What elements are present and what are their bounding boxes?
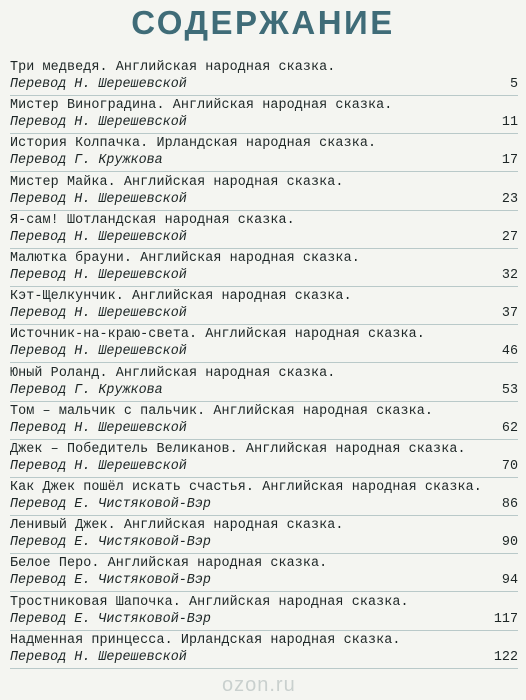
- entry-title: История Колпачка. Ирландская народная сказка.: [10, 136, 377, 152]
- entry-meta-row: [10, 650, 518, 669]
- toc-entry: [10, 60, 518, 98]
- entry-page-number: 17: [501, 153, 518, 169]
- entry-translator: Перевод Г. Кружкова: [10, 153, 163, 169]
- entry-page-number: 27: [501, 229, 518, 245]
- toc-entry: [10, 480, 518, 518]
- entry-title: Ленивый Джек. Английская народная сказка.: [10, 518, 344, 534]
- entry-page-number: 122: [493, 649, 518, 665]
- entry-meta-row: [10, 612, 518, 631]
- entry-page-number: 62: [501, 420, 518, 436]
- entry-meta-row: [10, 115, 518, 134]
- toc-entry: [10, 136, 518, 174]
- entry-title: Три медведя. Английская народная сказка.: [10, 60, 336, 75]
- entry-page-number: 46: [501, 344, 518, 360]
- toc-list: [10, 60, 518, 671]
- entry-page-number: 32: [501, 267, 518, 283]
- entry-title: Белое Перо. Английская народная сказка.: [10, 556, 328, 572]
- watermark: ozon.ru: [222, 674, 296, 696]
- page-title: СОДЕРЖАНИЕ: [131, 4, 395, 41]
- toc-entry: [10, 595, 518, 633]
- entry-translator: Перевод Н. Шерешевской: [10, 344, 187, 360]
- entry-page-number: 70: [501, 458, 518, 474]
- entry-meta-row: [10, 268, 518, 287]
- entry-meta-row: [10, 421, 518, 440]
- entry-title: Кэт-Щелкунчик. Английская народная сказка.: [10, 289, 352, 305]
- entry-meta-row: [10, 383, 518, 402]
- entry-page-number: 117: [493, 611, 518, 627]
- entry-translator: Перевод Н. Шерешевской: [10, 191, 187, 207]
- entry-translator: Перевод Н. Шерешевской: [10, 306, 187, 322]
- entry-title: Мистер Виноградина. Английская народная сказка.: [10, 98, 393, 114]
- entry-page-number: 23: [501, 191, 518, 207]
- toc-entry: [10, 366, 518, 404]
- entry-page-number: 90: [501, 535, 518, 551]
- entry-meta-row: [10, 497, 518, 516]
- entry-translator: Перевод Г. Кружкова: [10, 382, 163, 398]
- entry-title: Мистер Майка. Английская народная сказка.: [10, 174, 344, 190]
- entry-title: Джек – Победитель Великанов. Английская народная сказка.: [10, 441, 466, 457]
- entry-translator: Перевод Е. Чистяковой-Вэр: [10, 611, 211, 627]
- entry-meta-row: [10, 77, 518, 96]
- entry-meta-row: [10, 535, 518, 554]
- toc-entry: [10, 251, 518, 289]
- entry-translator: Перевод Н. Шерешевской: [10, 77, 187, 92]
- entry-meta-row: [10, 230, 518, 249]
- toc-entry: [10, 556, 518, 594]
- entry-title: Юный Роланд. Английская народная сказка.: [10, 365, 336, 381]
- toc-entry: [10, 633, 518, 671]
- entry-page-number: 5: [509, 77, 518, 92]
- entry-title: Том – мальчик с пальчик. Английская народная сказка.: [10, 403, 434, 419]
- toc-entry: [10, 404, 518, 442]
- toc-entry: [10, 175, 518, 213]
- entry-page-number: 94: [501, 573, 518, 589]
- entry-meta-row: [10, 192, 518, 211]
- entry-translator: Перевод Е. Чистяковой-Вэр: [10, 497, 211, 513]
- entry-title: Тростниковая Шапочка. Английская народная сказка.: [10, 594, 409, 610]
- entry-translator: Перевод Н. Шерешевской: [10, 115, 187, 131]
- entry-page-number: 86: [501, 497, 518, 513]
- entry-title: Малютка брауни. Английская народная сказка.: [10, 250, 360, 266]
- toc-entry: [10, 289, 518, 327]
- entry-translator: Перевод Н. Шерешевской: [10, 458, 187, 474]
- toc-entry: [10, 442, 518, 480]
- toc-entry: [10, 213, 518, 251]
- entry-page-number: 11: [501, 115, 518, 131]
- entry-translator: Перевод Е. Чистяковой-Вэр: [10, 573, 211, 589]
- entry-page-number: 37: [501, 306, 518, 322]
- entry-meta-row: [10, 573, 518, 592]
- entry-meta-row: [10, 306, 518, 325]
- entry-meta-row: [10, 153, 518, 172]
- entry-translator: Перевод Н. Шерешевской: [10, 649, 187, 665]
- entry-translator: Перевод Н. Шерешевской: [10, 420, 187, 436]
- entry-page-number: 53: [501, 382, 518, 398]
- toc-entry: [10, 327, 518, 365]
- entry-meta-row: [10, 344, 518, 363]
- entry-meta-row: [10, 459, 518, 478]
- entry-translator: Перевод Н. Шерешевской: [10, 267, 187, 283]
- entry-title: Я-сам! Шотландская народная сказка.: [10, 212, 295, 228]
- toc-entry: [10, 518, 518, 556]
- entry-title: Как Джек пошёл искать счастья. Английская народная сказка.: [10, 480, 482, 496]
- entry-title: Надменная принцесса. Ирландская народная сказка.: [10, 632, 401, 648]
- entry-translator: Перевод Е. Чистяковой-Вэр: [10, 535, 211, 551]
- entry-title: Источник-на-краю-света. Английская народная сказка.: [10, 327, 425, 343]
- toc-entry: [10, 98, 518, 136]
- entry-translator: Перевод Н. Шерешевской: [10, 229, 187, 245]
